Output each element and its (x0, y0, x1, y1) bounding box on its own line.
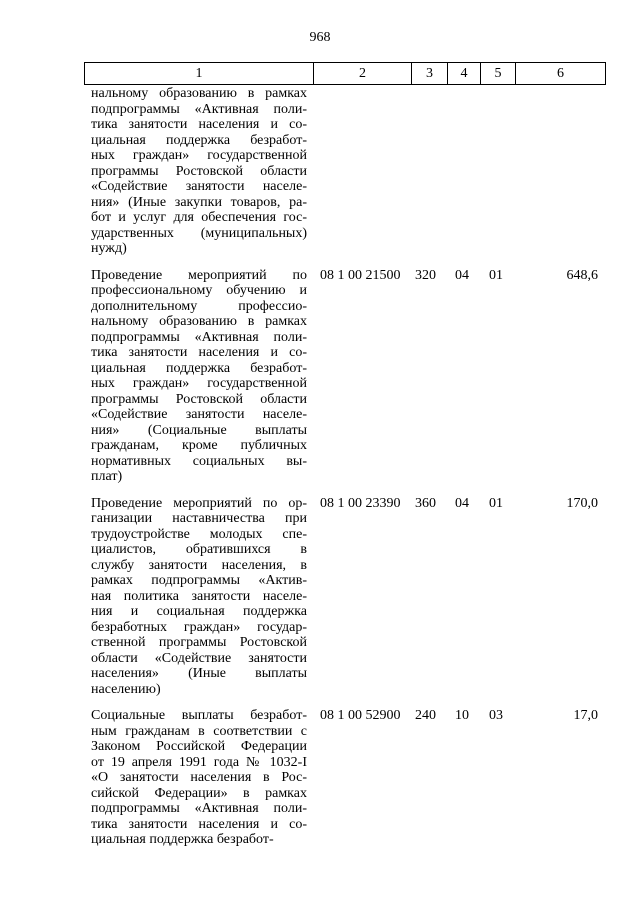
description-line: службу занятости населения, в (91, 557, 307, 573)
row-subsection: 01 (489, 267, 503, 283)
description-line: ным гражданам в соответствии с (91, 723, 307, 739)
description-line: нужд) (91, 241, 127, 256)
description-line: тика занятости населения и со- (91, 345, 307, 360)
row-description (91, 268, 307, 485)
row-expense-type: 320 (415, 267, 436, 283)
description-line: бот и услуг для обеспечения гос- (91, 210, 307, 225)
description-line: сийской Федерации» в рамках (91, 785, 307, 801)
row-section: 04 (455, 267, 469, 283)
row-code: 08 1 00 52900 (320, 708, 401, 723)
header-col-4: 4 (448, 63, 481, 85)
description-line: тика занятости населения и со- (91, 816, 307, 832)
description-line: трудоустройстве молодых спе- (91, 526, 307, 542)
row-amount: 648,6 (566, 267, 598, 283)
description-line: циальная поддержка безработ- (91, 832, 274, 847)
description-line: подпрограммы «Активная поли- (91, 101, 307, 117)
description-line: подпрограммы «Активная поли- (91, 329, 307, 345)
description-line: «Содействие занятости населе- (91, 179, 307, 194)
row-expense-type: 360 (415, 495, 436, 511)
description-line: ния и социальная поддержка (91, 604, 307, 619)
description-line: нальному образованию в рамках (91, 314, 307, 329)
description-line: плат) (91, 469, 123, 484)
description-line: ганизации наставничества при (91, 511, 307, 526)
description-line: подпрограммы «Активная поли- (91, 801, 307, 816)
description-line: «О занятости населения в Рос- (91, 770, 307, 785)
description-line: Законом Российской Федерации (91, 739, 307, 754)
description-line: ных граждан» государственной (91, 148, 307, 163)
row-amount: 170,0 (566, 495, 598, 511)
description-line: Проведение мероприятий по (91, 267, 307, 283)
description-line: циалистов, обратившихся в (91, 542, 307, 557)
table-row (0, 708, 640, 848)
description-line: ударственных (муниципальных) (91, 225, 307, 241)
description-line: населения» (Иные выплаты (91, 666, 307, 681)
description-line: безработных граждан» государ- (91, 619, 307, 635)
description-line: профессиональному обучению и (91, 283, 307, 298)
header-col-1: 1 (85, 63, 314, 85)
description-line: Проведение мероприятий по ор- (91, 495, 307, 511)
description-line: Социальные выплаты безработ- (91, 708, 307, 723)
row-subsection: 01 (489, 495, 503, 511)
description-line: нальному образованию в рамках (91, 86, 307, 101)
page-number: 968 (309, 30, 331, 45)
description-line: программы Ростовской области (91, 391, 307, 407)
description-line: ния» (Иные закупки товаров, ра- (91, 194, 307, 210)
row-code: 08 1 00 23390 (320, 495, 401, 511)
table-row (0, 496, 640, 698)
description-line: ния» (Социальные выплаты (91, 422, 307, 438)
row-section: 04 (455, 495, 469, 511)
row-code: 08 1 00 21500 (320, 267, 401, 283)
table-body (0, 86, 640, 859)
description-line: населению) (91, 681, 161, 697)
row-description (91, 496, 307, 698)
description-line: циальная поддержка безработ- (91, 132, 307, 148)
description-line: рамках подпрограммы «Актив- (91, 573, 307, 588)
row-description (91, 708, 307, 848)
row-subsection: 03 (489, 708, 503, 723)
description-line: «Содействие занятости населе- (91, 407, 307, 422)
description-line: нормативных социальных вы- (91, 453, 307, 469)
description-line: тика занятости населения и со- (91, 117, 307, 132)
description-line: области «Содействие занятости (91, 650, 307, 666)
description-line: гражданам, кроме публичных (91, 438, 307, 453)
description-line: ственной программы Ростовской (91, 635, 307, 650)
row-expense-type: 240 (415, 708, 436, 723)
table-row (0, 268, 640, 485)
column-header-table (84, 62, 606, 85)
description-line: циальная поддержка безработ- (91, 360, 307, 376)
row-amount: 17,0 (573, 708, 598, 723)
row-description (91, 86, 307, 257)
header-col-2: 2 (314, 63, 412, 85)
header-col-6: 6 (516, 63, 606, 85)
description-line: дополнительному профессио- (91, 298, 307, 314)
description-line: ных граждан» государственной (91, 376, 307, 391)
header-col-5: 5 (481, 63, 516, 85)
table-row (0, 86, 640, 257)
description-line: программы Ростовской области (91, 163, 307, 179)
description-line: от 19 апреля 1991 года № 1032-I (91, 754, 307, 770)
description-line: ная политика занятости населе- (91, 588, 307, 604)
header-col-3: 3 (412, 63, 448, 85)
row-section: 10 (455, 708, 469, 723)
